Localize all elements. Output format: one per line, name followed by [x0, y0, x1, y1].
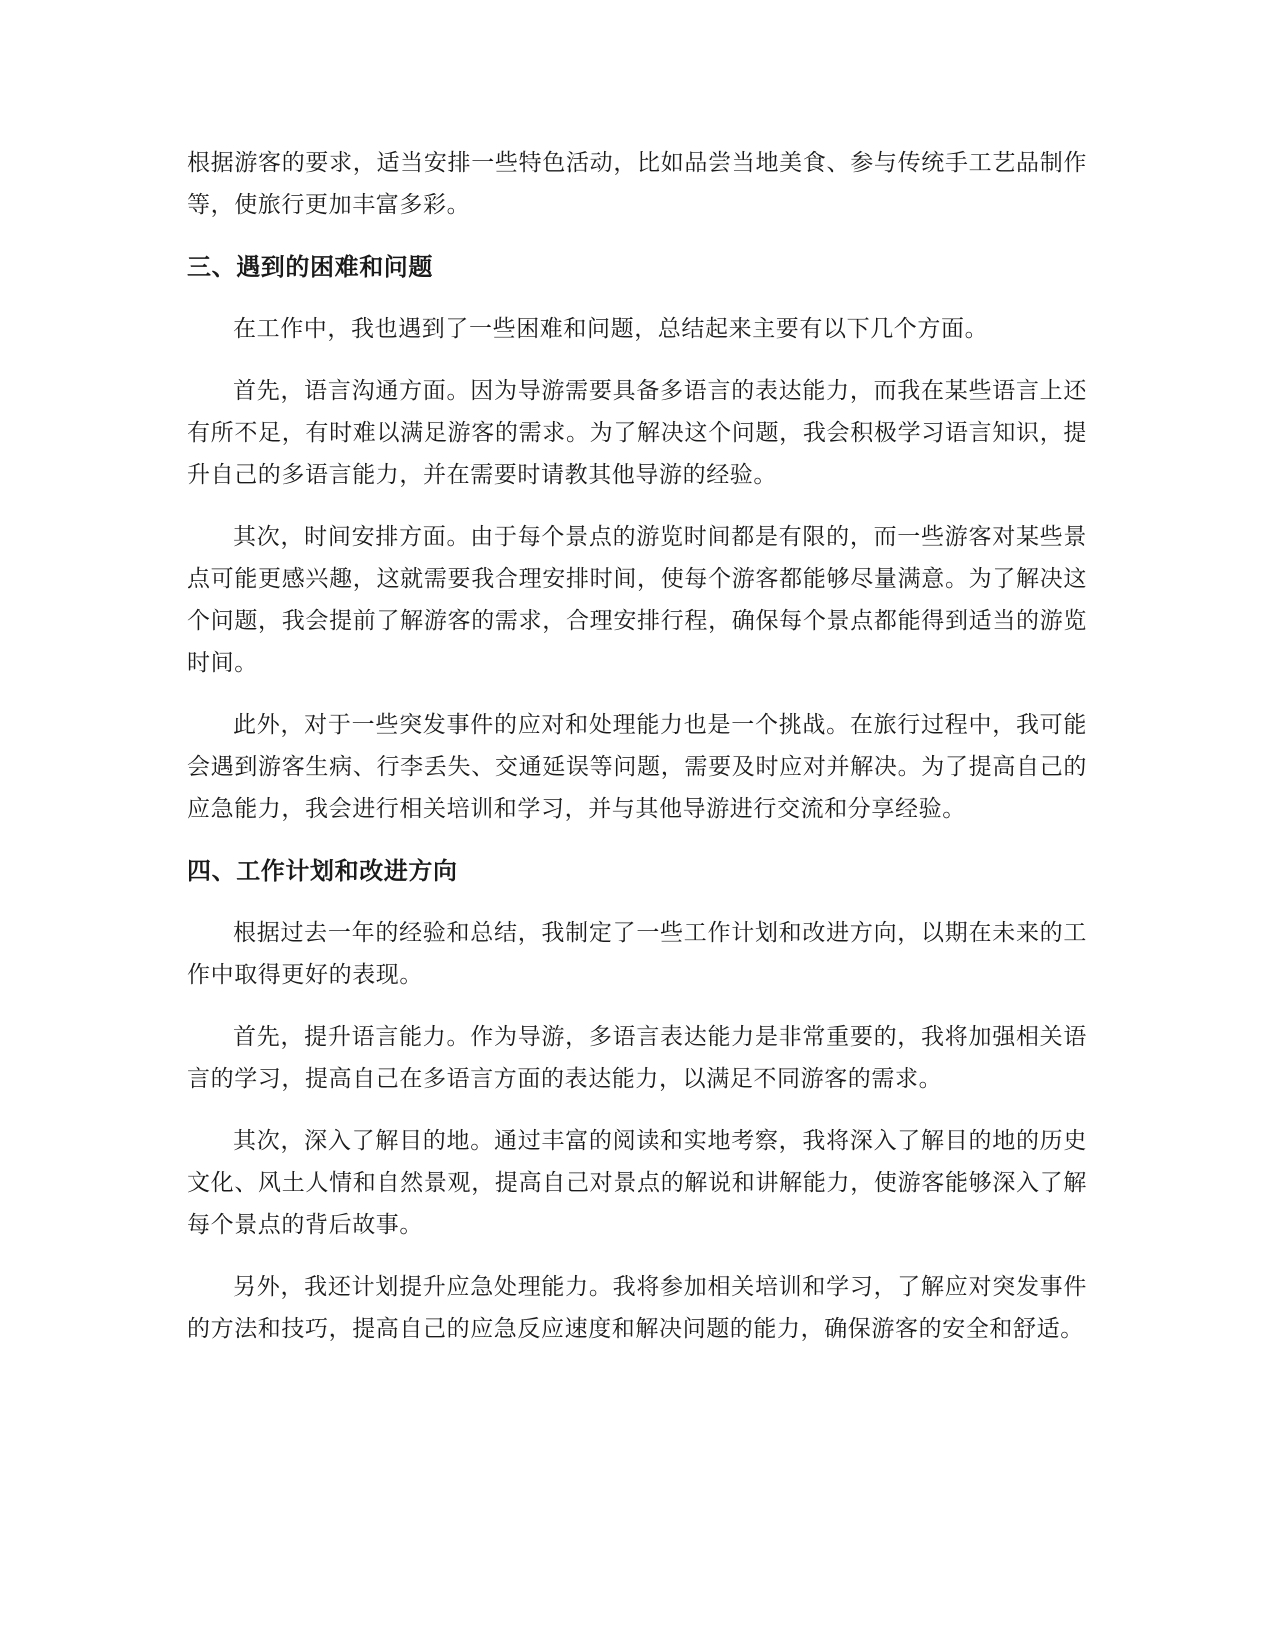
section-heading-difficulties: 三、遇到的困难和问题 [187, 253, 433, 281]
paragraph-time-arrangement: 其次，时间安排方面。由于每个景点的游览时间都是有限的，而一些游客对某些景点可能更感兴趣，这就需要我合理安排时间，使每个游客都能够尽量满意。为了解决这个问题，我会提前了解游客的需求，合理安排行程，确保每个景点都能得到适当的游览时间。 [187, 524, 1087, 676]
paragraph-difficulties-intro: 在工作中，我也遇到了一些困难和问题，总结起来主要有以下几个方面。 [233, 316, 989, 342]
paragraph-plan-intro: 根据过去一年的经验和总结，我制定了一些工作计划和改进方向，以期在未来的工作中取得更好的表现。 [187, 920, 1087, 988]
paragraph-emergency-handling: 此外，对于一些突发事件的应对和处理能力也是一个挑战。在旅行过程中，我可能会遇到游客生病、行李丢失、交通延误等问题，需要及时应对并解决。为了提高自己的应急能力，我会进行相关培训和学习，并与其他导游进行交流和分享经验。 [187, 712, 1087, 822]
paragraph-improve-emergency: 另外，我还计划提升应急处理能力。我将参加相关培训和学习，了解应对突发事件的方法和技巧，提高自己的应急反应速度和解决问题的能力，确保游客的安全和舒适。 [187, 1274, 1087, 1342]
paragraph-continued: 根据游客的要求，适当安排一些特色活动，比如品尝当地美食、参与传统手工艺品制作等，使旅行更加丰富多彩。 [187, 150, 1087, 218]
section-heading-work-plan: 四、工作计划和改进方向 [187, 857, 458, 885]
paragraph-understand-destination: 其次，深入了解目的地。通过丰富的阅读和实地考察，我将深入了解目的地的历史文化、风土人情和自然景观，提高自己对景点的解说和讲解能力，使游客能够深入了解每个景点的背后故事。 [187, 1128, 1087, 1238]
document-body [187, 142, 1087, 1350]
paragraph-improve-language: 首先，提升语言能力。作为导游，多语言表达能力是非常重要的，我将加强相关语言的学习，提高自己在多语言方面的表达能力，以满足不同游客的需求。 [187, 1024, 1087, 1092]
paragraph-language-communication: 首先，语言沟通方面。因为导游需要具备多语言的表达能力，而我在某些语言上还有所不足，有时难以满足游客的需求。为了解决这个问题，我会积极学习语言知识，提升自己的多语言能力，并在需要时请教其他导游的经验。 [187, 378, 1087, 488]
